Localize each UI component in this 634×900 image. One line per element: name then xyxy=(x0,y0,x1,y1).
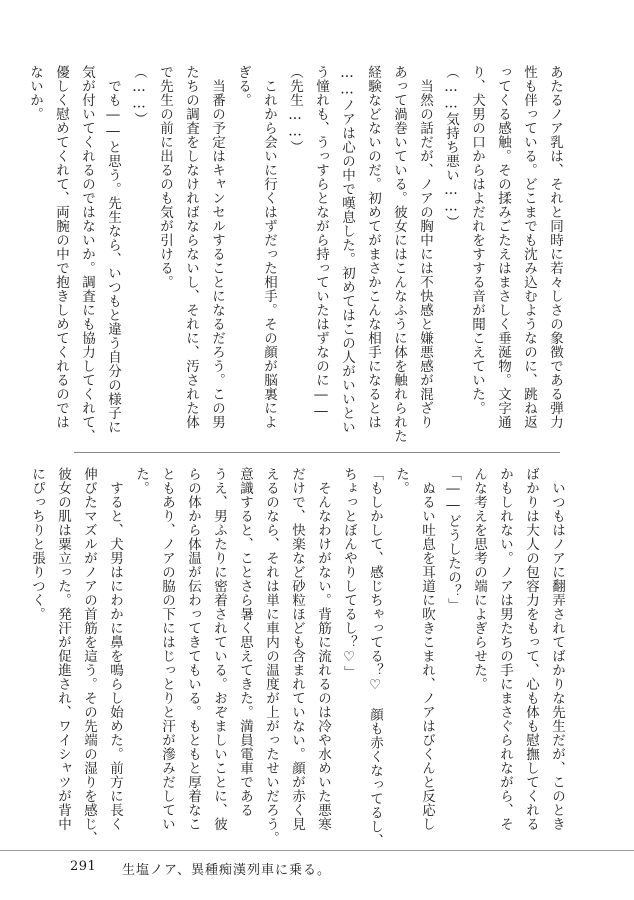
text-line: ぬるい吐息を耳道に吹きこまれ、ノアはびくんと反応し xyxy=(419,467,435,831)
text-line: ともあり、ノアの脇の下にはじっとりと汗が滲みだしてい xyxy=(159,467,175,831)
text-line: 性も伴っている。どこまでも沈み込むようなのに、跳ね返 xyxy=(521,65,537,429)
upper-text-block xyxy=(27,65,568,443)
text-line: た。 xyxy=(393,467,409,495)
text-line: いつもはノアに翻弄されてばかりな先生だが、このとき xyxy=(549,467,565,831)
text-line: ……ノアは心の中で嘆息した。初めてはこの人がいいとい xyxy=(339,65,355,434)
text-line: 「――どうしたの？」 xyxy=(445,467,461,612)
text-line: あって渦巻いている。彼女にはこんなふうに体を触れられた xyxy=(391,65,407,443)
text-line: （……気持ち悪い……） xyxy=(443,65,459,229)
text-line: たちの調査をしなければならないし、それに、汚された体 xyxy=(183,65,199,429)
text-line: だけで、快楽など砂粒ほども含まれていない。顔が赤く見 xyxy=(289,467,305,831)
page-number: 291 xyxy=(70,859,97,874)
text-line: 当然の話だが、ノアの胸中には不快感と嫌悪感が混ざり xyxy=(417,65,433,429)
footer-rule xyxy=(0,850,634,851)
text-line: 優しく慰めてくれて、両腕の中で抱きしめてくれるのでは xyxy=(53,65,69,429)
text-line: 「もしかして、感じちゃってる？♡ 顔も赤くなってるし、 xyxy=(367,467,383,848)
text-line: すると、犬男はにわかに鼻を鳴らし始めた。前方に長く xyxy=(107,467,123,831)
text-line: ってくる感触。その揉みごたえはまさしく垂涎物。文字通 xyxy=(495,65,511,429)
text-line: う憧れも、うっすらとながら持っていたはずなのに―― xyxy=(313,65,329,420)
text-line: らの体から体温が伝わってきてもいる。もともと厚着なこ xyxy=(185,467,201,831)
section-divider xyxy=(74,452,560,453)
text-line: これから会いに行くはずだった相手。その顔が脳裏によ xyxy=(261,65,277,429)
text-line: ないか。 xyxy=(27,65,43,121)
text-line: あたるノア乳は、それと同時に若々しさの象徴である弾力 xyxy=(547,65,563,429)
text-line: 経験などないのだ。初めてがまさかこんな相手になるとは xyxy=(365,65,381,429)
text-line: り、犬男の口からはよだれをすする音が聞こえていた。 xyxy=(469,65,485,415)
text-line: にぴっちりと張りつく。 xyxy=(29,467,45,621)
text-line: ばかりは大人の包容力をもって、心も体も慰撫してくれる xyxy=(523,467,539,831)
text-line: うえ、男ふたりに密着されている。おぞましいことに、彼 xyxy=(211,467,227,831)
text-line: ぎる。 xyxy=(235,65,251,107)
text-line: ちょっとぼんやりしてるし？♡」 xyxy=(341,467,357,680)
text-line: 意識すると、ことさら暑く思えてきた。満員電車である xyxy=(237,467,253,817)
text-line: えるのなら、それは単に車内の温度が上がったせいだろう。 xyxy=(263,467,279,845)
running-title: 生塩ノア、異種痴漢列車に乗る。 xyxy=(122,863,331,878)
text-line: でも――と思う。先生なら、いつもと違う自分の様子に xyxy=(105,65,121,434)
text-line: （……） xyxy=(131,65,147,126)
text-line: そんなわけがない。背筋に流れるのは冷や水めいた悪寒 xyxy=(315,467,331,831)
text-line: 伸びたマズルがノアの首筋を這う。その先端の湿りを感じ、 xyxy=(81,467,97,845)
text-line: で先生の前に出るのも気が引ける。 xyxy=(157,65,173,289)
text-line: んな考えを思考の端によぎらせた。 xyxy=(471,467,487,691)
lower-text-block xyxy=(29,467,570,852)
text-line: かもしれない。ノアは男たちの手にまさぐられながら、そ xyxy=(497,467,513,831)
text-line: 気が付いてくれるのではないか。調査にも協力してくれて、 xyxy=(79,65,95,443)
text-line: （先生……） xyxy=(287,65,303,154)
text-line: た。 xyxy=(133,467,149,495)
text-line: 彼女の肌は粟立った。発汗が促進され、ワイシャツが背中 xyxy=(55,467,71,831)
text-line: 当番の予定はキャンセルすることになるだろう。この男 xyxy=(209,65,225,429)
